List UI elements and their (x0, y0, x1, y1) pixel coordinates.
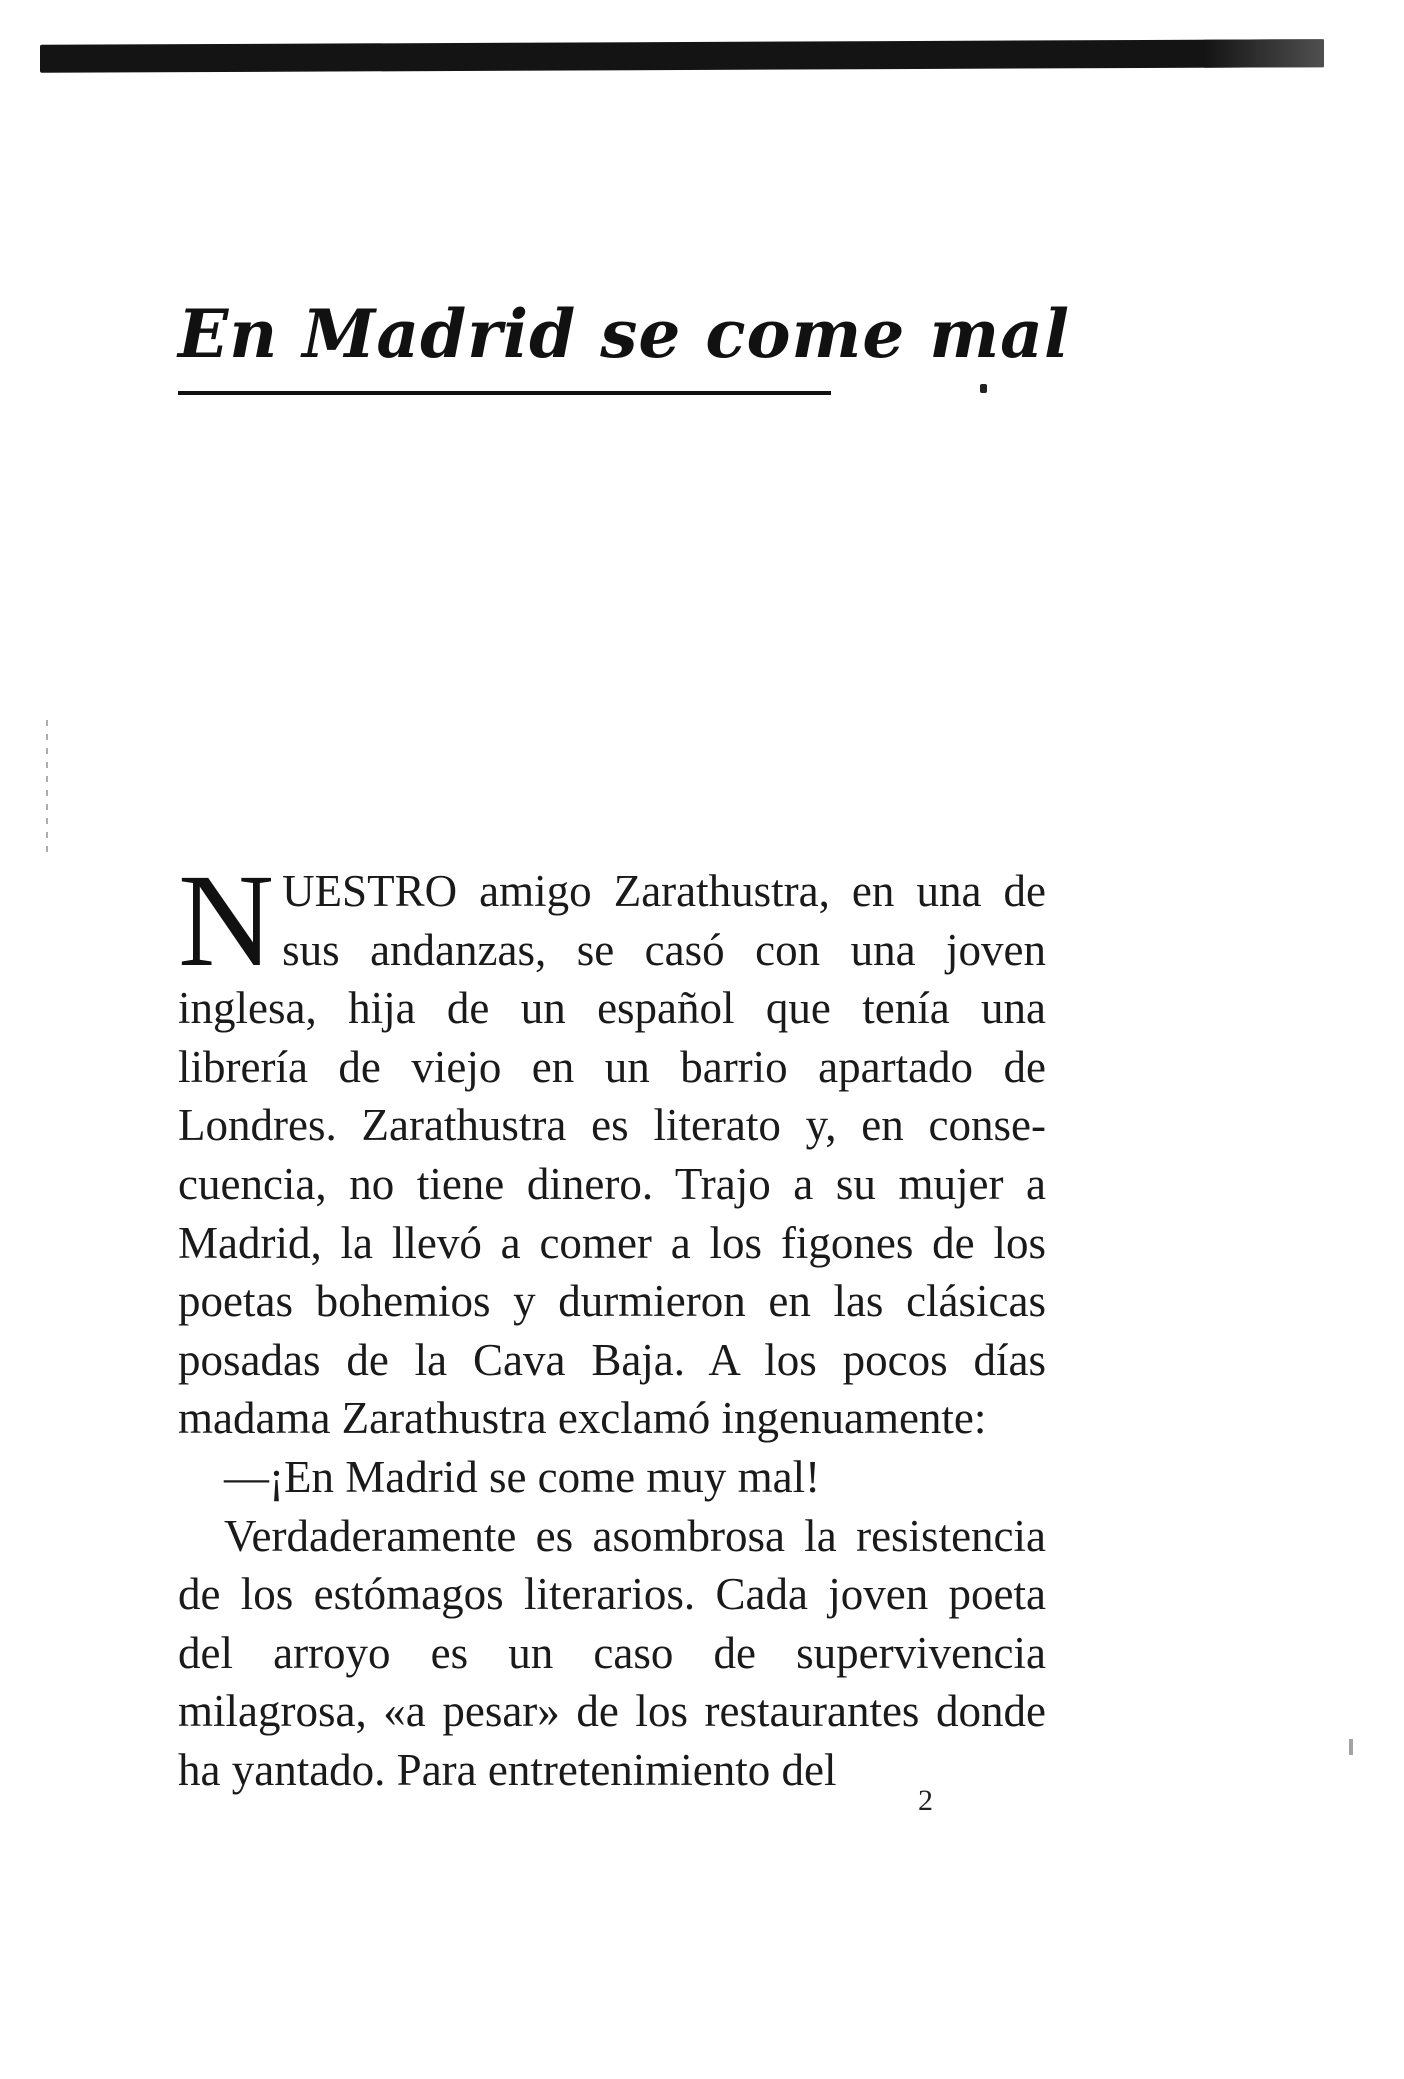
paragraph-3: Verdaderamente es asombrosa la resistencia de los estómagos literarios. Cada joven poeta del arroyo es un caso de supervivencia milagrosa, «a pesar» de los restaurantes donde ha yantado. Para entretenimiento del (178, 1510, 1046, 1795)
chapter-title: En Madrid se come mal (178, 295, 1071, 373)
chapter-body (178, 846, 1046, 1800)
page-number: 2 (918, 1784, 933, 1817)
title-underline (178, 391, 831, 395)
top-border-bar (40, 39, 1324, 73)
paragraph-2: —¡En Madrid se come muy mal! (224, 1451, 821, 1502)
paragraph-1 (178, 846, 1046, 1448)
drop-cap: N (178, 846, 275, 994)
paragraph-1-text: UESTRO amigo Zarathustra, en una de sus andanzas, se casó con una joven inglesa, hija de un español que tenía una librería de viejo en un barrio apartado de Londres. Zarathustra es literato y, en consecuencia, no tiene dinero. Trajo a su mujer a Madrid, la llevó a comer a los figones de los poetas bohemios y durmieron en las clásicas posadas de la Cava Baja. A los pocos días madama Zarathustra exclamó ingenuamente: (178, 866, 1046, 1444)
top-border-bar-fade (1204, 39, 1324, 68)
scan-margin-mark (46, 720, 48, 860)
ink-speck (980, 384, 987, 393)
ink-speck-right (1349, 1739, 1353, 1755)
